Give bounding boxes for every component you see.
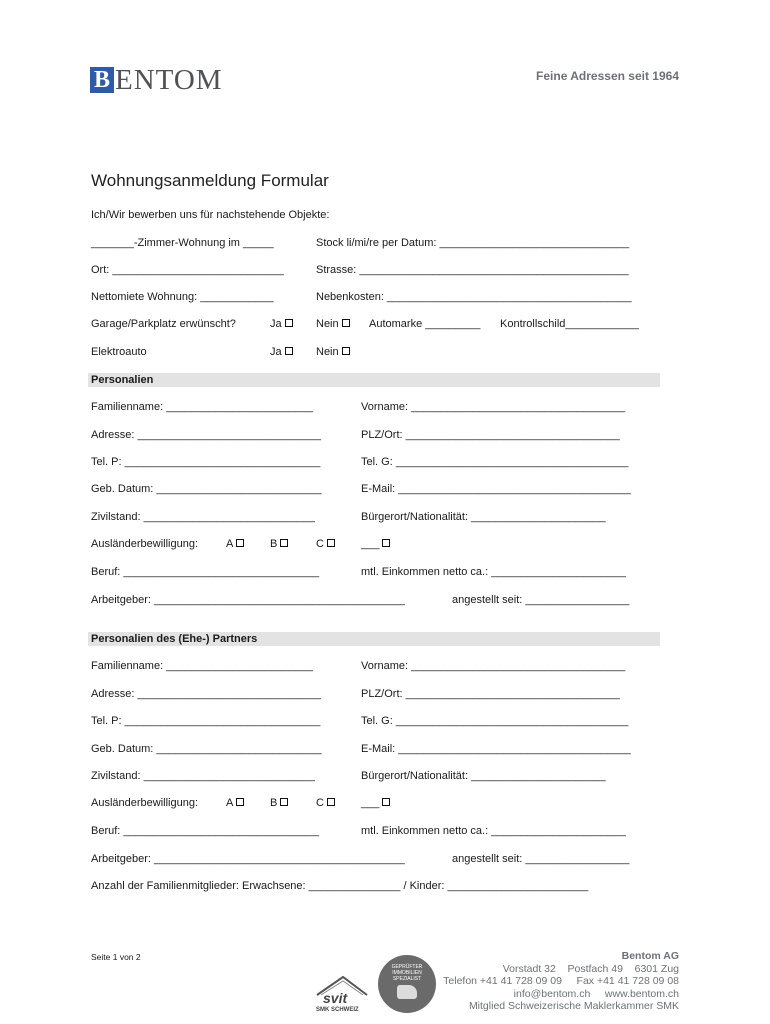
plz-ort-field[interactable]: PLZ/Ort: ___________________________________ [361, 429, 620, 441]
nettomiete-field[interactable]: Nettomiete Wohnung: ____________ [91, 291, 274, 303]
option-label: ___ [361, 538, 380, 550]
zivilstand-field[interactable]: Zivilstand: ____________________________ [91, 511, 315, 523]
footer-member: Mitglied Schweizerische Maklerkammer SMK [468, 1000, 679, 1012]
checkbox-icon[interactable] [285, 347, 293, 355]
checkbox-icon[interactable] [342, 347, 350, 355]
ort-field[interactable]: Ort: ____________________________ [91, 264, 284, 276]
partner-buergerort-field[interactable]: Bürgerort/Nationalität: ______________________ [361, 770, 606, 782]
partner-geb-datum-field[interactable]: Geb. Datum: ___________________________ [91, 743, 322, 755]
partner-auslaender-label: Ausländerbewilligung: [91, 797, 199, 809]
partner-beruf-field[interactable]: Beruf: ________________________________ [91, 825, 320, 837]
checkbox-icon[interactable] [285, 319, 293, 327]
partner-email-field[interactable]: E-Mail: ______________________________________ [361, 743, 631, 755]
nein-label: Nein [316, 318, 339, 330]
vorname-field[interactable]: Vorname: ___________________________________ [361, 401, 626, 413]
footer-company: Bentom AG [621, 950, 679, 962]
familienname-field[interactable]: Familienname: ________________________ [91, 401, 314, 413]
garage-label: Garage/Parkplatz erwünscht? [91, 318, 236, 330]
tel-g-field[interactable]: Tel. G: ______________________________________ [361, 456, 629, 468]
section-title: Personalien [91, 374, 154, 386]
option-label: ___ [361, 797, 380, 809]
thumbs-up-icon [397, 985, 417, 999]
company-logo [90, 66, 223, 94]
email-field[interactable]: E-Mail: ______________________________________ [361, 483, 631, 495]
option-label: C [316, 538, 324, 550]
page-title: Wohnungsanmeldung Formular [91, 171, 329, 190]
checkbox-icon[interactable] [382, 539, 390, 547]
svit-subtext: SMK SCHWEIZ [316, 1007, 359, 1013]
permit-other-option[interactable] [361, 538, 390, 551]
page-number: Seite 1 von 2 [91, 952, 141, 962]
certification-seal [378, 955, 436, 1013]
svit-logo [313, 975, 369, 1013]
checkbox-icon[interactable] [280, 798, 288, 806]
footer-web: info@bentom.ch www.bentom.ch [513, 987, 679, 1000]
option-label: B [270, 797, 278, 809]
company-footer [443, 950, 679, 1013]
stock-datum-field[interactable]: Stock li/mi/re per Datum: _______________________________ [316, 237, 630, 249]
footer-address: Vorstadt 32 Postfach 49 6301 Zug [502, 962, 679, 975]
angestellt-seit-field[interactable]: angestellt seit: _________________ [452, 594, 630, 606]
strasse-field[interactable]: Strasse: ____________________________________________ [316, 264, 629, 276]
section-header-partner [88, 632, 660, 646]
elektroauto-label: Elektroauto [91, 346, 147, 358]
zimmer-field[interactable]: _______-Zimmer-Wohnung im _____ [91, 237, 274, 249]
checkbox-icon[interactable] [236, 539, 244, 547]
arbeitgeber-field[interactable]: Arbeitgeber: _________________________________________ [91, 594, 405, 606]
buergerort-field[interactable]: Bürgerort/Nationalität: ______________________ [361, 511, 606, 523]
footer-phone: Telefon +41 41 728 09 09 Fax +41 41 728 09 08 [443, 975, 679, 987]
tel-p-field[interactable]: Tel. P: ________________________________ [91, 456, 321, 468]
option-label: B [270, 538, 278, 550]
auslaender-label: Ausländerbewilligung: [91, 538, 199, 550]
garage-nein-option[interactable] [316, 318, 350, 331]
checkbox-icon[interactable] [327, 539, 335, 547]
beruf-field[interactable]: Beruf: ________________________________ [91, 566, 320, 578]
partner-permit-a-option[interactable] [226, 797, 244, 810]
logo-text: ENTOM [115, 64, 223, 96]
partner-zivilstand-field[interactable]: Zivilstand: ____________________________ [91, 770, 315, 782]
partner-permit-b-option[interactable] [270, 797, 288, 810]
geb-datum-field[interactable]: Geb. Datum: ___________________________ [91, 483, 322, 495]
partner-familienname-field[interactable]: Familienname: ________________________ [91, 660, 314, 672]
elektro-nein-option[interactable] [316, 346, 350, 359]
checkbox-icon[interactable] [342, 319, 350, 327]
tagline: Feine Adressen seit 1964 [536, 69, 679, 83]
option-label: A [226, 797, 234, 809]
garage-ja-option[interactable] [270, 318, 293, 331]
intro-text: Ich/Wir bewerben uns für nachstehende Objekte: [91, 209, 330, 221]
logo-initial: B [90, 67, 114, 93]
ja-label: Ja [270, 318, 282, 330]
partner-permit-other-option[interactable] [361, 797, 390, 810]
partner-vorname-field[interactable]: Vorname: ___________________________________ [361, 660, 626, 672]
nein-label: Nein [316, 346, 339, 358]
partner-tel-g-field[interactable]: Tel. G: ______________________________________ [361, 715, 629, 727]
partner-arbeitgeber-field[interactable]: Arbeitgeber: _________________________________________ [91, 853, 405, 865]
option-label: C [316, 797, 324, 809]
checkbox-icon[interactable] [382, 798, 390, 806]
partner-einkommen-field[interactable]: mtl. Einkommen netto ca.: ______________________ [361, 825, 626, 837]
checkbox-icon[interactable] [280, 539, 288, 547]
checkbox-icon[interactable] [327, 798, 335, 806]
elektro-ja-option[interactable] [270, 346, 293, 359]
nebenkosten-field[interactable]: Nebenkosten: ________________________________________ [316, 291, 632, 303]
section-title: Personalien des (Ehe-) Partners [91, 633, 258, 645]
partner-angestellt-seit-field[interactable]: angestellt seit: _________________ [452, 853, 630, 865]
kontrollschild-field[interactable]: Kontrollschild____________ [500, 318, 639, 330]
seal-text: GEPRÜFTER IMMOBILIEN SPEZIALIST [391, 964, 423, 982]
option-label: A [226, 538, 234, 550]
partner-tel-p-field[interactable]: Tel. P: ________________________________ [91, 715, 321, 727]
partner-permit-c-option[interactable] [316, 797, 335, 810]
permit-c-option[interactable] [316, 538, 335, 551]
svit-text: svit [323, 990, 348, 1006]
partner-adresse-field[interactable]: Adresse: ______________________________ [91, 688, 321, 700]
familienmitglieder-field[interactable]: Anzahl der Familienmitglieder: Erwachsene: _______________ / Kinder: _______________________ [91, 880, 589, 892]
ja-label: Ja [270, 346, 282, 358]
checkbox-icon[interactable] [236, 798, 244, 806]
adresse-field[interactable]: Adresse: ______________________________ [91, 429, 321, 441]
section-header-personalien [88, 373, 660, 387]
permit-b-option[interactable] [270, 538, 288, 551]
partner-plz-ort-field[interactable]: PLZ/Ort: ___________________________________ [361, 688, 620, 700]
einkommen-field[interactable]: mtl. Einkommen netto ca.: ______________________ [361, 566, 626, 578]
permit-a-option[interactable] [226, 538, 244, 551]
automarke-field[interactable]: Automarke _________ [369, 318, 481, 330]
